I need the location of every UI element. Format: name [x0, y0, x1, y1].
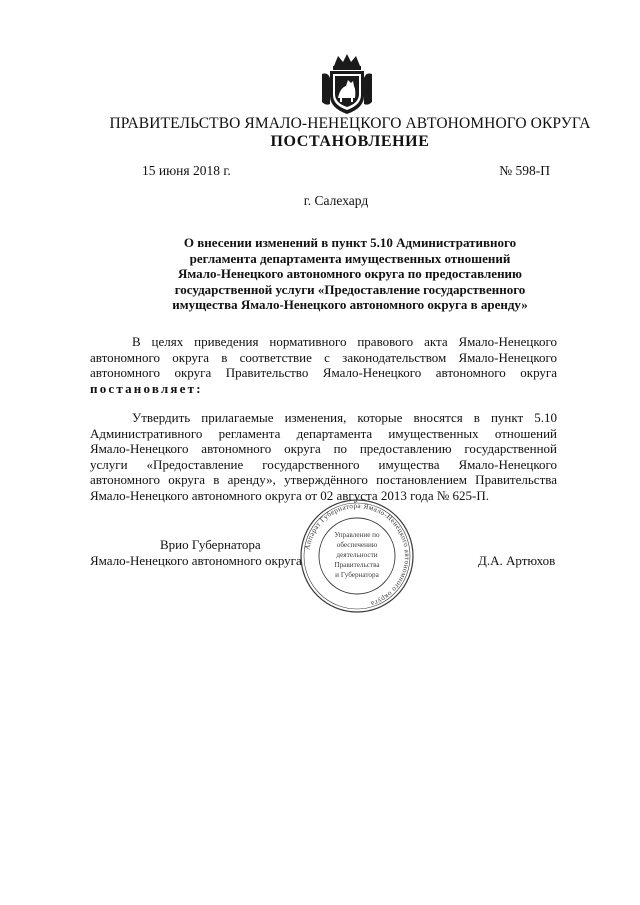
coat-of-arms-icon	[318, 52, 376, 116]
signatory-position: Врио Губернатора	[160, 537, 261, 552]
paragraph-line: Утвердить прилагаемые изменения, которые вносятся в пункт 5.10	[132, 410, 557, 425]
stamp-inner-line: обеспечению	[336, 541, 378, 549]
official-stamp	[298, 497, 416, 615]
document-city: г. Салехард	[303, 193, 369, 208]
paragraph-line: автономного округа Правительство Ямало-Ненецкого автономного округа	[90, 365, 557, 381]
stamp-inner-line: Управление по	[334, 531, 380, 539]
paragraph-line: автономного округа в соответствие с законодательством Ямало-Ненецкого	[90, 349, 557, 365]
subject-line: О внесении изменений в пункт 5.10 Административного	[183, 235, 517, 250]
subject-line: имущества Ямало-Ненецкого автономного округа в аренду»	[172, 297, 528, 312]
stamp-outer-text: Аппарат Губернатора Ямало-Ненецкого автономного округа	[303, 501, 412, 608]
document-date: 15 июня 2018 г.	[142, 163, 231, 178]
paragraph-line: услуги «Предоставление государственного имущества Ямало-Ненецкого	[90, 456, 557, 472]
resolves-word: постановляет:	[90, 380, 203, 396]
stamp-inner-line: деятельности	[336, 551, 378, 559]
paragraph-line: В целях приведения нормативного правового акта Ямало-Ненецкого	[132, 334, 557, 349]
stamp-inner-line: Правительства	[334, 561, 380, 569]
government-title: ПРАВИТЕЛЬСТВО ЯМАЛО-НЕНЕЦКОГО АВТОНОМНОГО ОКРУГА	[109, 115, 591, 132]
subject-line: Ямало-Ненецкого автономного округа по предоставлению	[178, 266, 522, 281]
document-subject	[140, 235, 560, 313]
preamble-paragraph	[90, 334, 557, 396]
paragraph-line: Ямало-Ненецкого автономного округа от 02 августа 2013 года № 625-П.	[90, 487, 490, 503]
paragraph-line: Административного регламента департамента имущественных отношений	[90, 425, 557, 441]
paragraph-line: автономного округа в аренду», утверждённого постановлением Правительства	[90, 472, 557, 488]
resolution-paragraph	[90, 410, 557, 504]
signatory-name: Д.А. Артюхов	[478, 553, 556, 568]
document-type: ПОСТАНОВЛЕНИЕ	[270, 133, 430, 150]
signatory-region: Ямало-Ненецкого автономного округа	[90, 553, 302, 568]
paragraph-line: Ямало-Ненецкого автономного округа по предоставлению государственной	[90, 441, 557, 457]
subject-line: государственной услуги «Предоставление государственного	[174, 281, 526, 297]
subject-line: регламента департамента имущественных отношений	[189, 250, 511, 266]
document-number: № 598-П	[499, 163, 550, 178]
stamp-inner-line: и Губернатора	[335, 571, 379, 579]
